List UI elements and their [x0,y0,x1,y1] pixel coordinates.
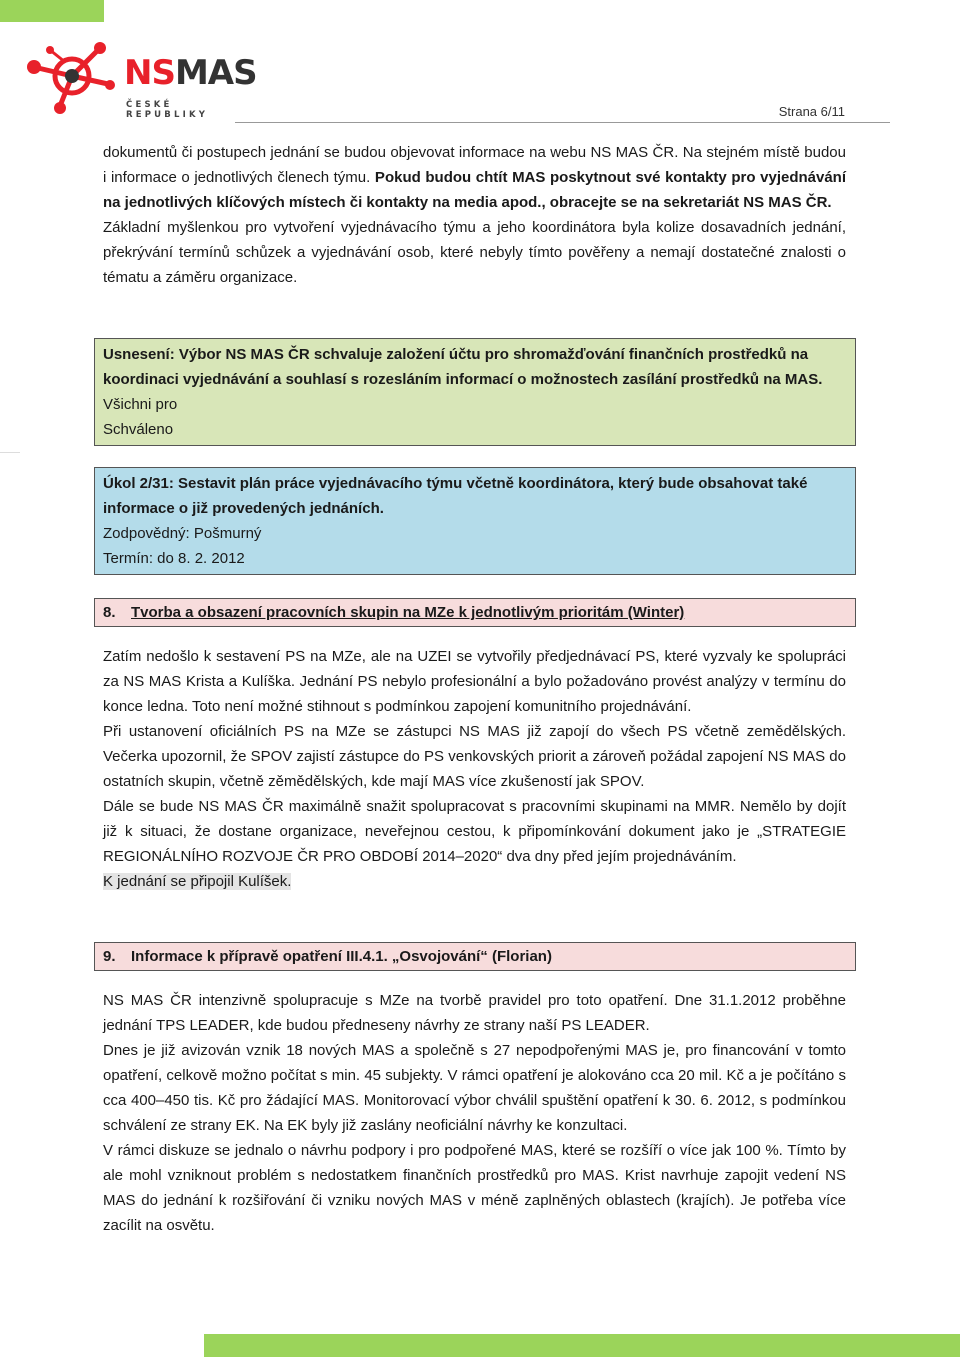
resolution-result: Schváleno [103,421,174,438]
section-9-body [103,988,846,1238]
section-9-paragraph-1: NS MAS ČR intenzivně spolupracuje s MZe na tvorbě pravidel pro toto opatření. Dne 31.1.2012 proběhne jednání TPS LEADER, kde budou předneseny návrhy ze strany naší PS LEADER. [103,992,846,1034]
section-8-paragraph-2: Při ustanovení oficiálních PS na MZe se zástupci NS MAS již zapojí do všech PS včetně zemědělských. Večerka upozornil, že SPOV zajistí zástupce do PS venkovských priorit a zároveň požádal zapojení NS MAS do ostatních skupin, včetně zěmědělských, kde mají MAS více zkušeností jak SPOV. [103,723,846,790]
top-accent-bar [0,0,104,22]
section-8-paragraph-3: Dále se bude NS MAS ČR maximálně snažit spolupracovat s pracovními skupinami na MMR. Nemělo by dojít již k situaci, že dostane organizace, neveřejnou cestou, k připomínkování dokument jako je „STRATEGIE REGIONÁLNÍHO ROZVOJE ČR PRO OBDOBÍ 2014–2020“ dva dny před jejím projednáváním. [103,798,846,865]
molecule-logo-icon [20,38,120,118]
nsmas-logo [20,38,257,120]
intro-text [103,140,846,290]
bottom-accent-bar [204,1334,960,1357]
section-8-number: 8. [103,604,116,621]
section-8-paragraph-4: K jednání se připojil Kulíšek. [103,873,292,890]
section-9-title: Informace k přípravě opatření III.4.1. „Osvojování“ (Florian) [131,948,552,965]
section-9-heading [94,942,856,971]
side-mark [0,452,20,453]
resolution-vote: Všichni pro [103,396,178,413]
section-8-paragraph-1: Zatím nedošlo k sestavení PS na MZe, ale na UZEI se vytvořily předjednávací PS, které vyzvaly ke spolupráci za NS MAS Krista a Kulíška. Jednání PS nebylo profesionální a bylo požadováno provést analýzy v termínu do konce ledna. Toto není možné stihnout s podmínkou zapojení komunitního projednávání. [103,648,846,715]
page-number: Strana 6/11 [778,104,845,119]
header-divider [235,122,890,123]
logo-subtitle: ČESKÉ REPUBLIKY [126,100,209,120]
section-8-title: Tvorba a obsazení pracovních skupin na MZe k jednotlivým prioritám (Winter) [131,604,685,621]
task-responsible: Zodpovědný: Pošmurný [103,525,262,542]
resolution-box [94,338,856,446]
resolution-text: Usnesení: Výbor NS MAS ČR schvaluje založení účtu pro shromažďování finančních prostředků na koordinaci vyjednávání a souhlasí s rozesláním informací o možnostech zasílání prostředků na MAS. [103,346,823,388]
logo-wordmark: NSMAS [124,53,257,93]
intro-paragraph-1: dokumentů či postupech jednání se budou objevovat informace na webu NS MAS ČR. Na stejném místě budou i informace o jednotlivých členech týmu. Pokud budou chtít MAS poskytnout své kontakty pro vyjednávání na jednotlivých klíčových místech či kontakty na media apod., obracejte se na sekretariát NS MAS ČR. [103,144,847,211]
intro-paragraph-2: Základní myšlenkou pro vytvoření vyjednávacího týmu a jeho koordinátora byla kolize dosavadních jednání, překrývání termínů schůzek a vyjednávání osob, které nebyly tímto pověřeny a nemají dostatečné znalosti o tématu a záměru organizace. [103,219,846,286]
section-8-body [103,644,846,894]
task-deadline: Termín: do 8. 2. 2012 [103,550,245,567]
task-box [94,467,856,575]
section-8-heading [94,598,856,627]
section-9-number: 9. [103,948,116,965]
section-9-paragraph-3: V rámci diskuze se jednalo o návrhu podpory i pro podpořené MAS, které se rozšíří o více jak 100 %. Tímto by ale mohl vzniknout problém s nedostatkem finančních prostředků pro MAS. Krist navrhuje zapojit vedení NS MAS do jednání k rozšiřování či vzniku nových MAS v méně zaplněných oblastech (krajích). Je potřeba více zacílit na osvětu. [103,1142,846,1234]
task-text: Úkol 2/31: Sestavit plán práce vyjednávacího týmu včetně koordinátora, který bude obsahovat také informace o již provedených jednáních. [103,475,808,517]
section-9-paragraph-2: Dnes je již avizován vznik 18 nových MAS a společně s 27 nepodpořenými MAS je, pro financování v tomto opatření, celkově možno počítat s min. 45 subjekty. V rámci opatření je alokováno cca 20 mil. Kč a je počítáno s cca 400–450 tis. Kč pro žádající MAS. Monitorovací výbor chválil spuštění opatření k 30. 6. 2012, s podmínkou schválení ze strany EK. Na EK byly již zaslány neoficiální návrhy ke konzultaci. [103,1042,846,1134]
